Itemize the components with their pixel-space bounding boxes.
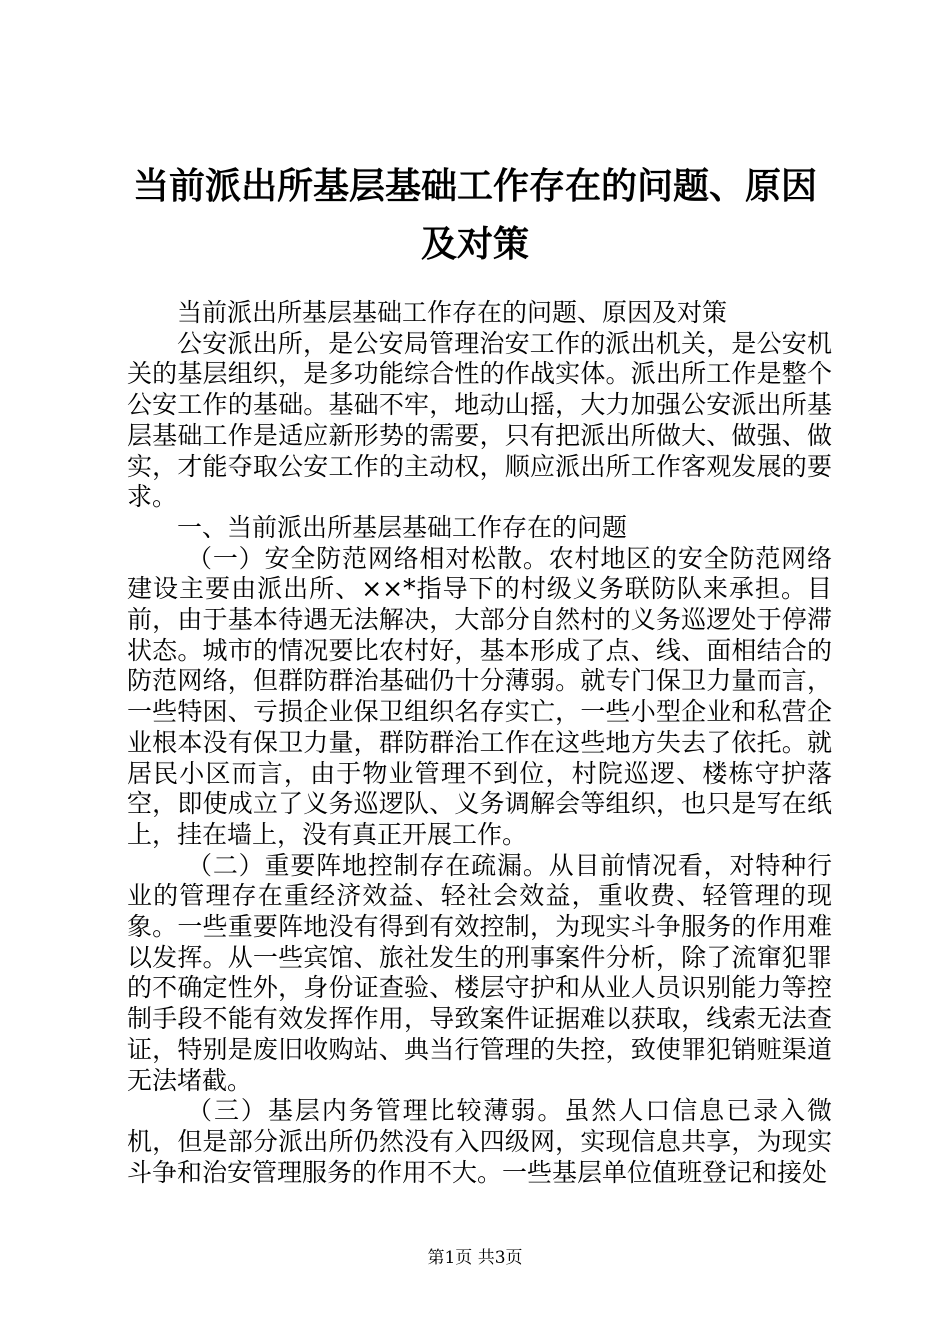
paragraph-subsection-3: （三）基层内务管理比较薄弱。虽然人口信息已录入微机，但是部分派出所仍然没有入四级网，实现信息共享，为现实斗争和治安管理服务的作用不大。一些基层单位值班登记和接处 [127,1096,832,1187]
paragraph-intro: 公安派出所，是公安局管理治安工作的派出机关，是公安机关的基层组织，是多功能综合性的作战实体。派出所工作是整个公安工作的基础。基础不牢，地动山摇，大力加强公安派出所基层基础工作是适应新形势的需要，只有把派出所做大、做强、做实，才能夺取公安工作的主动权，顺应派出所工作客观发展的要求。 [127,328,832,512]
document-title: 当前派出所基层基础工作存在的问题、原因及对策 [132,166,817,265]
page-number-footer: 第1页 共3页 [427,1248,523,1268]
paragraph-subsection-2: （二）重要阵地控制存在疏漏。从目前情况看，对特种行业的管理存在重经济效益、轻社会效益，重收费、轻管理的现象。一些重要阵地没有得到有效控制，为现实斗争服务的作用难以发挥。从一些宾馆、旅社发生的刑事案件分析，除了流窜犯罪的不确定性外，身份证查验、楼层守护和从业人员识别能力等控制手段不能有效发挥作用，导致案件证据难以获取，线索无法查证，特别是废旧收购站、典当行管理的失控，致使罪犯销赃渠道无法堵截。 [127,850,832,1095]
section-heading-1: 一、当前派出所基层基础工作存在的问题 [177,512,628,542]
document-body [127,298,832,1188]
paragraph-heading-repeat: 当前派出所基层基础工作存在的问题、原因及对策 [177,298,728,327]
paragraph-subsection-1: （一）安全防范网络相对松散。农村地区的安全防范网络建设主要由派出所、××*指导下的村级义务联防队来承担。目前，由于基本待遇无法解决，大部分自然村的义务巡逻处于停滞状态。城市的情况要比农村好，基本形成了点、线、面相结合的防范网络，但群防群治基础仍十分薄弱。就专门保卫力量而言，一些特困、亏损企业保卫组织名存实亡，一些小型企业和私营企业根本没有保卫力量，群防群治工作在这些地方失去了依托。就居民小区而言，由于物业管理不到位，村院巡逻、楼栋守护落空，即使成立了义务巡逻队、义务调解会等组织，也只是写在纸上，挂在墙上，没有真正开展工作。 [127,543,832,849]
